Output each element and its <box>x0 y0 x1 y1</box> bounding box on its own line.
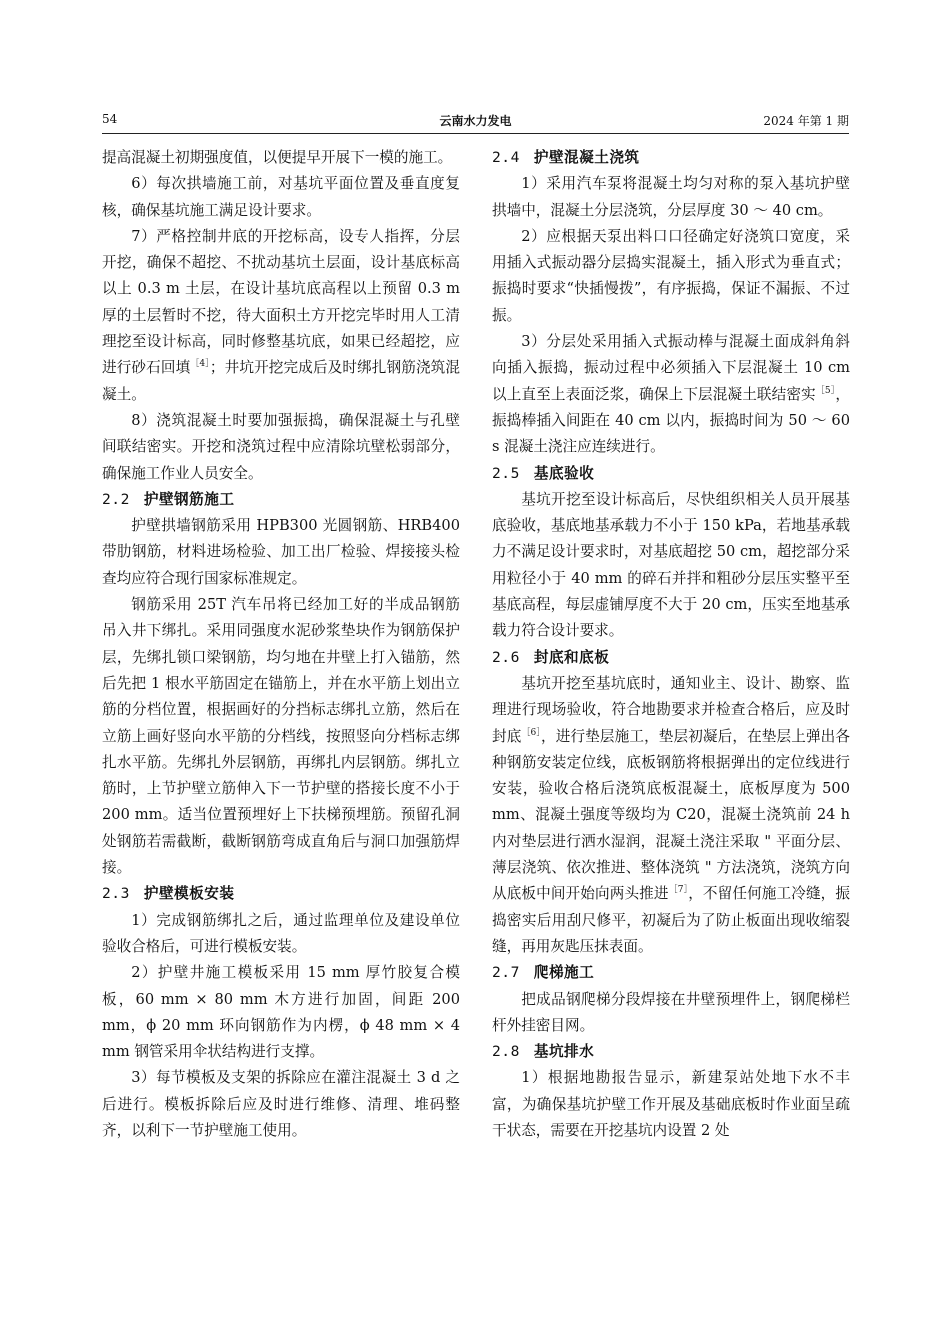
left-column <box>102 145 460 1144</box>
section-heading-2-5: 2.5 基底验收 <box>492 464 595 482</box>
section-heading-2-2: 2.2 护壁钢筋施工 <box>102 490 235 508</box>
citation-6: ［6］ <box>521 727 542 738</box>
citation-7: ［7］ <box>668 885 689 896</box>
paragraph: 2）护壁井施工模板采用 15 mm 厚竹胶复合模板，60 mm × 80 mm 木方进行加固，间距 200 mm，ϕ 20 mm 环向钢筋作为内楞，ϕ 48 mm × 4 mm 钢管采用伞状结构进行支撑。 <box>102 964 460 1061</box>
paragraph: 1）根据地勘报告显示，新建泵站处地下水不丰富，为确保基坑护壁工作开展及基础底板时作业面呈疏干状态，需要在开挖基坑内设置 2 处 <box>492 1069 850 1139</box>
paragraph: 3）每节模板及支架的拆除应在灌注混凝土 3 d 之后进行。模板拆除后应及时进行维修、清理、堆码整齐，以利下一节护壁施工使用。 <box>102 1069 460 1139</box>
journal-name: 云南水力发电 <box>439 114 512 128</box>
paragraph: 基坑开挖至设计标高后，尽快组织相关人员开展基底验收，基底地基承载力不小于 150 kPa，若地基承载力不满足设计要求时，对基底超挖 50 cm，超挖部分采用粒径小于 40 mm 的碎石并拌和粗砂分层压实整平至基底高程，每层虚铺厚度不大于 20 cm，压实至地基承载力符合设计要求。 <box>492 490 850 640</box>
page-header <box>102 112 849 132</box>
page-number: 54 <box>102 112 118 126</box>
section-heading-2-3: 2.3 护壁模板安装 <box>102 885 235 903</box>
paragraph-item-7: 7）严格控制井底的开挖标高，设专人指挥，分层开挖，确保不超挖、不扰动基坑土层面，设计基底标高以上 0.3 m 土层，在设计基坑底高程以上预留 0.3 m 厚的土层暂时不挖，待大面积土方开挖完毕时用人工清理挖至设计标高，同时修整基坑底，如果已经超挖，应进行砂石回填$^{[4]}$；井坑开挖完成后及时绑扎钢筋浇筑混凝土。 <box>102 227 460 403</box>
section-heading-2-4: 2.4 护壁混凝土浇筑 <box>492 149 640 166</box>
header-rule <box>102 133 849 134</box>
paragraph: 1）完成钢筋绑扎之后，通过监理单位及建设单位验收合格后，可进行模板安装。 <box>102 911 460 955</box>
paragraph-item-8: 8）浇筑混凝土时要加强振捣，确保混凝土与孔壁间联结密实。开挖和浇筑过程中应清除坑壁松弱部分，确保施工作业人员安全。 <box>102 411 460 482</box>
section-heading-2-7: 2.7 爬梯施工 <box>492 964 595 982</box>
paragraph: 基坑开挖至基坑底时，通知业主、设计、勘察、监理进行现场验收，符合地勘要求并检查合格后，应及时封底$^{[6]}$，进行垫层施工，垫层初凝后，在垫层上弹出各种钢筋安装定位线，底板钢筋将根据弹出的定位线进行安装，验收合格后浇筑底板混凝土，底板厚度为 500 mm、混凝土强度等级均为 C20，混凝土浇筑前 24 h 内对垫层进行洒水湿润，混凝土浇注采取 " 平面分层、薄层浇筑、依次推进、整体浇筑 " 方法浇筑，浇筑方向从底板中间开始向两头推进$^{[7]}$，不留任何施工冷缝，振捣密实后用刮尺修平，初凝后为了防止板面出现收缩裂缝，再用灰匙压抹表面。 <box>492 674 850 955</box>
paragraph: 钢筋采用 25T 汽车吊将已经加工好的半成品钢筋吊入井下绑扎。采用同强度水泥砂浆垫块作为钢筋保护层，先绑扎锁口梁钢筋，均匀地在井壁上打入锚筋，然后先把 1 根水平筋固定在锚筋上，并在水平筋上划出立筋的分档位置，根据画好的分挡标志绑扎立筋，然后在立筋上画好竖向水平筋的分档线，按照竖向分档标志绑扎水平筋。先绑扎外层钢筋，再绑扎内层钢筋。绑扎立筋时，上节护壁立筋伸入下一节护壁的搭接长度不小于 200 mm。适当位置预埋好上下扶梯预埋筋。预留孔洞处钢筋若需截断，截断钢筋弯成直角后与洞口加强筋焊接。 <box>102 596 460 877</box>
paragraph: 护壁拱墙钢筋采用 HPB300 光圆钢筋、HRB400 带肋钢筋，材料进场检验、加工出厂检验、焊接接头检查均应符合现行国家标准规定。 <box>102 517 460 587</box>
paragraph: 把成品钢爬梯分段焊接在井壁预埋件上，钢爬梯栏杆外挂密目网。 <box>492 990 850 1034</box>
section-heading-2-6: 2.6 封底和底板 <box>492 648 610 666</box>
issue-label: 2024 年第 1 期 <box>763 114 849 128</box>
section-heading-2-8: 2.8 基坑排水 <box>492 1043 595 1061</box>
paragraph: 提高混凝土初期强度值，以便提早开展下一模的施工。 <box>102 149 453 166</box>
paragraph: 3）分层处采用插入式振动棒与混凝土面成斜角斜向插入振捣，振动过程中必须插入下层混凝土 10 cm 以上直至上表面泛浆，确保上下层混凝土联结密实$^{[5]}$，振捣棒插入间距在 40 cm 以内，振捣时间为 50 ～ 60 s 混凝土浇注应连续进行。 <box>492 333 850 456</box>
citation-5: ［5］ <box>815 385 836 396</box>
right-column <box>492 145 850 1144</box>
citation-4: ［4］ <box>190 359 210 370</box>
paragraph: 2）应根据天泵出料口口径确定好浇筑口宽度，采用插入式振动器分层捣实混凝土，插入形式为垂直式；振捣时要求“快插慢拨”，有序振捣，保证不漏振、不过振。 <box>492 227 850 324</box>
paragraph: 1）采用汽车泵将混凝土均匀对称的泵入基坑护壁拱墙中，混凝土分层浇筑，分层厚度 30 ～ 40 cm。 <box>492 175 850 219</box>
paragraph-item-6: 6）每次拱墙施工前，对基坑平面位置及垂直度复核，确保基坑施工满足设计要求。 <box>102 175 460 219</box>
